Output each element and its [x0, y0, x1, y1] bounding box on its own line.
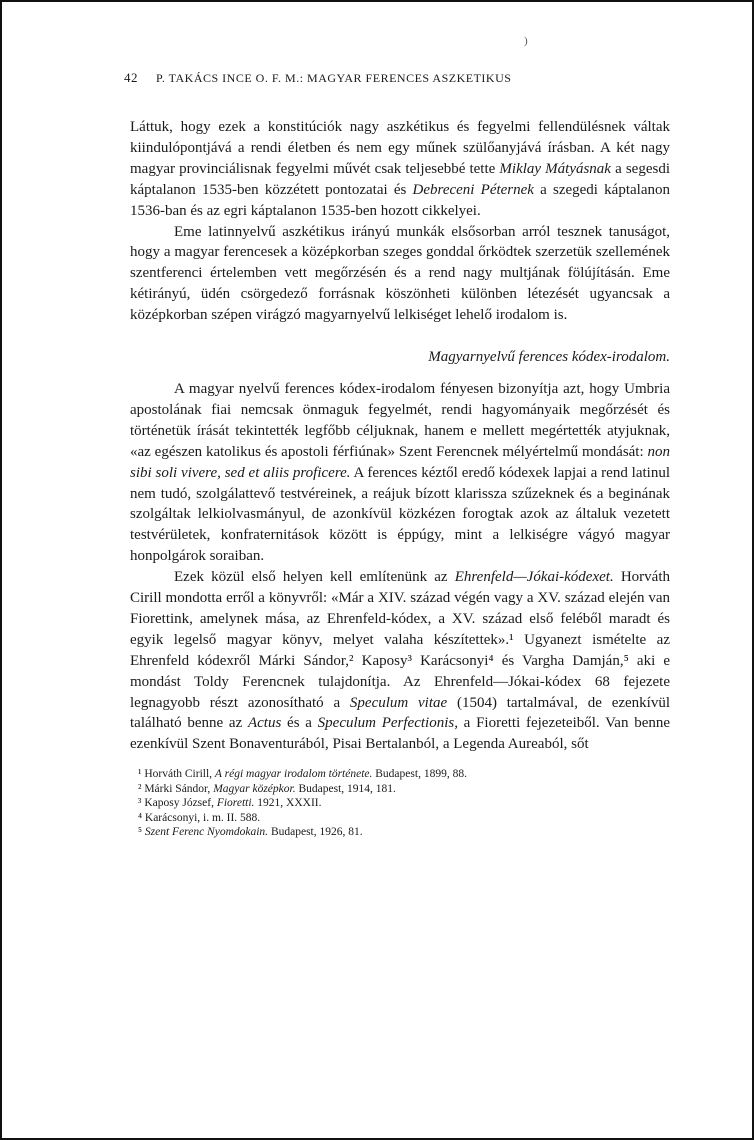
text-run: Budapest, 1914, 181.: [295, 782, 396, 795]
italic-text-run: Szent Ferenc Nyomdokain.: [144, 826, 269, 839]
text-run: a Fioretti fejezeteiből. Van benne ezenkívül Szent Bonaventurából, Pisai Bertalanból, a Legenda Aureaból, sőt: [130, 715, 671, 753]
italic-text-run: Debreceni Péternek: [412, 181, 534, 198]
footnotes: [130, 767, 670, 840]
footnote: [138, 767, 670, 782]
document-page: [124, 70, 671, 840]
footnote: [138, 811, 670, 826]
text-run: Budapest, 1926, 81.: [268, 826, 363, 839]
running-header: [124, 70, 670, 90]
italic-text-run: Actus: [247, 715, 282, 732]
footnote-number: ³: [138, 797, 145, 810]
text-run: Eme latinnyelvű aszkétikus irányú munkák elsősorban arról tesznek tanuságot, hogy a magyar ferencesek a középkorban szeges gonddal őrködtek szerzetük szellemének szentferenci értelemben vett megőrzésén és a rend nagy multjának fölújításán. Eme kétirányú, üdén csörgedező forrásnak köszönheti különben létezését ugyancsak a középkorban szépen virágzó magyarnyelvű lelkiséget lehelő irodalom is.: [130, 223, 670, 324]
footnote: [138, 825, 670, 840]
italic-text-run: Magyar középkor.: [213, 782, 296, 795]
text-run: Karácsonyi, i. m. II. 588.: [144, 811, 261, 824]
text-run: Budapest, 1899, 88.: [372, 768, 467, 781]
text-run: Kaposy József,: [144, 797, 217, 810]
footnote-number: ⁵: [138, 826, 145, 839]
text-run: és a: [281, 715, 318, 732]
text-run: Horváth Cirill mondotta erről a könyvről: «Már a XIV. század végén vagy a XV. század elején van Fiorettink, amelynek mása, az Ehrenfeld-kódex, a XV. század első feléből maradt és egyik legelső magyar könyv, melyet valaha készítettek».¹ Ugyanezt ismételte az Ehrenfeld kódexről Márki Sándor,² Kaposy³ Karácsonyi⁴ és Vargha Damján,⁵ aki e mondást Toldy Ferencnek tulajdonítja. Az Ehrenfeld—Jókai-kódex 68 fejezete legnagyobb részt azonosítható a: [130, 569, 670, 711]
text-run: a segesdi káptalanon 1535-ben közzétett pontozatai és: [130, 160, 670, 198]
footnote-number: ¹: [138, 768, 145, 781]
paragraph: [130, 222, 670, 327]
stray-mark: ): [524, 35, 528, 47]
italic-text-run: non sibi soli vivere, sed et aliis proficere.: [130, 443, 670, 481]
footnote: [138, 782, 670, 797]
italic-text-run: Ehrenfeld—Jókai-kódexet.: [454, 569, 614, 586]
italic-text-run: Speculum vitae: [349, 694, 448, 711]
body-text: [130, 117, 670, 755]
page-number: 42: [124, 70, 138, 85]
text-run: 1921, XXXII.: [254, 797, 322, 810]
text-run: Ezek közül első helyen kell említenünk az: [174, 569, 455, 586]
paragraph: [130, 567, 670, 755]
text-run: Láttuk, hogy ezek a konstitúciók nagy aszkétikus és fegyelmi fellendülésnek váltak kiindulópontjává a rendi életben és nem egy műnek szülőanyjává írásban. A két nagy magyar provinciálisnak fegyelmi művét csak teljesebbé tette: [130, 119, 670, 177]
paragraph: [130, 379, 670, 567]
footnote-number: ⁴: [138, 811, 145, 824]
italic-text-run: A régi magyar irodalom története.: [214, 768, 373, 781]
footnote: [138, 796, 670, 811]
text-run: (1504) tartalmával, de ezenkívül található benne az: [130, 694, 671, 732]
italic-text-run: Fioretti.: [216, 797, 255, 810]
section-heading: Magyarnyelvű ferences kódex-irodalom.: [428, 349, 670, 366]
italic-text-run: Speculum Perfectionis,: [317, 715, 458, 732]
paragraph: [130, 117, 670, 222]
footnote-number: ²: [138, 782, 145, 795]
text-run: Horváth Cirill,: [144, 768, 215, 781]
text-run: Márki Sándor,: [144, 782, 214, 795]
italic-text-run: Miklay Mátyásnak: [499, 160, 611, 177]
text-run: a szegedi káptalanon 1536-ban és az egri káptalanon 1535-ben hozott cikkelyei.: [130, 181, 670, 219]
running-title: P. TAKÁCS INCE O. F. M.: MAGYAR FERENCES ASZKETIKUS: [156, 71, 512, 85]
text-run: A ferences kéztől eredő kódexek lapjai a rend latinul nem tudó, szolgálattevő testvéreinek, a reájuk bízott klarissza szűzeknek és a beginának szolgáltak lelkiolvasmányul, de azonkívül közkézen forogtak azok az általuk vezetett testvérületek, konfraternitások között is éppúgy, mint a lelkiségre vágyó magyar honpolgárok soraiban.: [130, 464, 670, 565]
text-run: A magyar nyelvű ferences kódex-irodalom fényesen bizonyítja azt, hogy Umbria apostolának fiai nemcsak önmaguk fegyelmét, rendi hagyományaik megőrzését és történetük írását tekintették legfőbb céljuknak, hanem e mellett megértették atyjuknak, «az egészen katolikus és apostoli férfiúnak» Szent Ferencnek mélyértelmű mondását:: [130, 380, 670, 460]
